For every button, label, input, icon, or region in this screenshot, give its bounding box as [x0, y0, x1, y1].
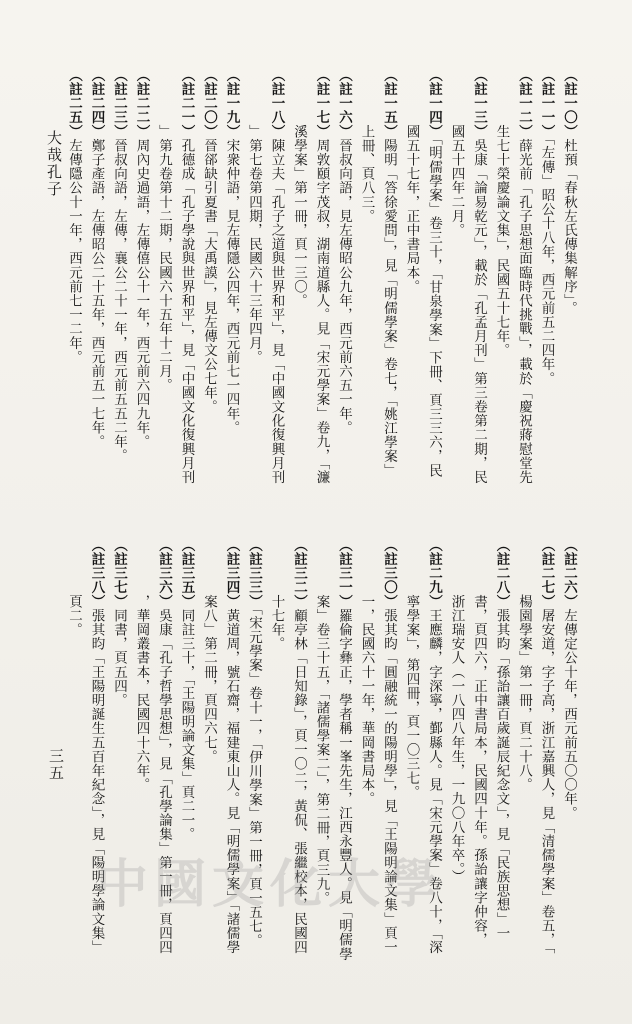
footnote-line — [175, 538, 198, 841]
footnote-text: 溪學案」第一冊，頁一三〇。 — [291, 124, 307, 308]
footnote-label: （註二七） — [538, 538, 555, 609]
footnote-text: 國五十四年二月。 — [448, 124, 465, 238]
footnote-line — [513, 538, 536, 792]
footnote-line — [355, 538, 378, 806]
footnote-label: （註三二） — [291, 538, 307, 609]
footnote-text: 張其昀「孫詒讓百歲誕辰紀念文」，見「民族思想」一 — [493, 608, 510, 941]
footnote-line — [153, 68, 176, 392]
footnote-text: 生七十榮慶論文集」，民國五十七年。 — [493, 124, 510, 358]
footnote-text: 晉郤缺引夏書「大禹謨」，見左傳文公七年。 — [201, 138, 217, 414]
footnote-text: 晉叔向語，左傳，襄公二十一年，西元前五五二年。 — [111, 138, 127, 463]
footnote-label: （註一五） — [381, 68, 397, 139]
footnote-line — [468, 538, 491, 947]
footnote-text: 同註三十，「王陽明論文集」頁二一。 — [178, 608, 195, 842]
footnote-text: 鄭子產語，左傳昭公二十五年，西元前五一七年。 — [88, 138, 105, 449]
footnote-text: 一，民國六十一年，華岡書局本。 — [358, 594, 375, 806]
footnote-label: （註三七） — [111, 538, 127, 609]
footnote-text: 吳康「論易乾元」，載於「孔孟月刊」第三卷第二期，民 — [471, 138, 487, 485]
footnote-label: （註二六） — [561, 538, 577, 609]
footnote-line — [108, 538, 131, 707]
footnote-text: 「宋元學案」卷十一，「伊川學案」第一冊，頁一五七。 — [246, 608, 262, 948]
footnote-line — [108, 68, 131, 463]
footnote-text: 左傳隱公十一年，西元前七一二年。 — [66, 138, 82, 365]
footnote-text: 薛光前「孔子思想面臨時代挑戰」，載於「慶祝蔣慰堂先 — [516, 138, 532, 485]
footnote-label: （註二一） — [178, 68, 195, 139]
footnote-text: 「左傳」昭公十八年，西元前五二四年。 — [538, 138, 555, 386]
footnote-text: 孔德成「孔子學說與世界和平」，見「中國文化復興月刊 — [178, 138, 195, 485]
footnote-text: 浙江瑞安人（一八四八年生，一九〇八年卒。） — [448, 594, 465, 884]
footnote-text: 張其昀「王陽明誕生五百年紀念」，見「陽明學論文集」 — [88, 608, 105, 955]
footnote-label: （註二四） — [88, 68, 105, 139]
footnote-text: 楊園學案」第一冊，頁二十八。 — [516, 594, 532, 792]
footnote-line — [63, 68, 86, 364]
footnote-label: （註一四） — [426, 68, 442, 139]
footnote-line — [558, 68, 581, 315]
footnote-text: 」第七卷第四期，民國六十三年四月。 — [246, 124, 262, 365]
footnote-line — [198, 538, 221, 764]
footnote-label: （註二三） — [111, 68, 127, 139]
footnote-text: 杜預「春秋左氏傳集解序」。 — [561, 138, 577, 316]
footnote-text: 頁二。 — [66, 594, 82, 637]
footnote-text: 顧亭林「日知錄」，頁一〇二，黃侃、張繼校本，民國四 — [291, 608, 307, 955]
footnote-text: 宋衆仲語，見左傳隱公四年，西元前七一四年。 — [223, 138, 240, 435]
footnote-label: （註三六） — [156, 538, 172, 609]
footnote-line — [310, 68, 333, 484]
footnote-label: （註二〇） — [201, 68, 217, 139]
footnote-text: 左傳定公十年，西元前五〇〇年。 — [561, 608, 577, 820]
footnote-text: 案」卷三十五，「諸儒學案二」，第二冊，頁三九。 — [313, 594, 330, 906]
footnote-label: （註一七） — [313, 68, 330, 139]
footnote-label: （註三〇） — [381, 538, 397, 609]
footnote-text: 陽明「答徐愛問」，見「明儒學案」卷七，「姚江學案」 — [381, 138, 397, 478]
footnote-text: 屠安道，字子高，浙江嘉興人，見「清儒學案」卷五，「 — [538, 608, 555, 955]
footnote-line — [535, 68, 558, 386]
footnote-line — [198, 68, 221, 414]
footnote-text: 黃道周，號石齋，福建東山人。見「明儒學案」「諸儒學 — [223, 608, 240, 955]
footnote-label: （註三四） — [223, 538, 240, 609]
footnote-text: 周內史過語，左傳僖公十一年，西元前六四九年。 — [133, 138, 150, 449]
footnote-line — [288, 68, 311, 308]
footnote-line — [468, 68, 491, 484]
footnote-text: 「明儒學案」卷三十，「甘泉學案」下冊、頁三三六，民 — [426, 138, 442, 478]
footnote-text: 同書，頁五四。 — [111, 608, 127, 708]
footnote-label: （註一一） — [538, 68, 555, 139]
footnote-line — [423, 68, 446, 478]
footnote-text: ，華岡叢書本，民國四十六年。 — [133, 594, 150, 792]
footnote-label: （註三五） — [178, 538, 195, 609]
footnote-line — [355, 68, 378, 223]
footnote-line — [445, 68, 468, 237]
footnote-label: （註一三） — [471, 68, 487, 139]
footnote-text: 」第九卷第十二期，民國六十五年十二月。 — [156, 124, 172, 393]
footnote-line — [378, 68, 401, 478]
footnote-text: 吳康「孔子哲學思想」，見「孔學論集」第一冊，頁四四 — [156, 608, 172, 955]
footnote-text: 周敦頤字茂叔，湖南道縣人。見「宋元學案」卷九，「濂 — [313, 138, 330, 485]
running-title: 大哉孔子 — [45, 130, 63, 198]
footnote-label: （註二九） — [426, 538, 442, 609]
footnote-label: （註三三） — [246, 538, 262, 609]
footnote-line — [63, 538, 86, 637]
footnote-line — [243, 68, 266, 364]
footnote-text: 張其昀「圓融統一的陽明學」，見「王陽明論文集」頁一 — [381, 608, 397, 955]
footnote-line — [490, 538, 513, 940]
footnote-label: （註三八） — [88, 538, 105, 609]
footnote-line — [130, 68, 153, 449]
watermark: 中國文化大學 — [96, 854, 445, 915]
footnote-line — [175, 68, 198, 484]
footnote-line — [85, 68, 108, 449]
footnote-text: 王應麟，字深寧，鄞縣人。見「宋元學案」卷八十，「深 — [426, 608, 442, 955]
footnote-text: 晉叔向語，見左傳昭公九年，西元前六五一年。 — [336, 138, 352, 435]
footnote-text: 書，頁四六，正中書局本，民國四十年。孫詒讓字仲容， — [471, 594, 487, 947]
page-number: 三五 — [47, 748, 65, 782]
footnote-line — [400, 68, 423, 294]
footnote-label: （註一八） — [268, 68, 285, 139]
footnote-text: 十七年。 — [268, 594, 285, 651]
footnote-label: （註一二） — [516, 68, 532, 139]
upper-notes-block — [46, 68, 580, 488]
footnote-label: （註一六） — [336, 68, 352, 139]
footnote-text: 羅倫字彝正，學者稱一峯先生，江西永豐人。見「明儒學 — [336, 608, 352, 961]
footnote-line — [265, 68, 288, 484]
footnote-line — [265, 538, 288, 651]
footnote-label: （註一九） — [223, 68, 240, 139]
footnote-label: （註三一） — [336, 538, 352, 609]
footnote-line — [220, 68, 243, 435]
footnote-line — [333, 68, 356, 435]
footnote-text: 上冊、頁八三。 — [358, 124, 375, 224]
footnote-line — [130, 538, 153, 792]
footnote-label: （註一〇） — [561, 68, 577, 139]
footnote-text: 案八」第二冊，頁四六七。 — [201, 594, 217, 764]
footnote-text: 寧學案」，第四冊，頁一〇三七。 — [403, 594, 420, 800]
footnote-line — [445, 538, 468, 884]
footnote-line — [490, 68, 513, 357]
footnote-text: 國五十七年，正中書局本。 — [403, 124, 420, 294]
footnote-label: （註二二） — [133, 68, 150, 139]
footnote-line — [535, 538, 558, 954]
footnote-line — [400, 538, 423, 799]
footnote-label: （註二八） — [493, 538, 510, 609]
footnote-line — [558, 538, 581, 820]
footnote-line — [513, 68, 536, 484]
footnote-label: （註二五） — [66, 68, 82, 139]
footnote-text: 陳立夫「孔子之道與世界和平」，見「中國文化復興月刊 — [268, 138, 285, 485]
